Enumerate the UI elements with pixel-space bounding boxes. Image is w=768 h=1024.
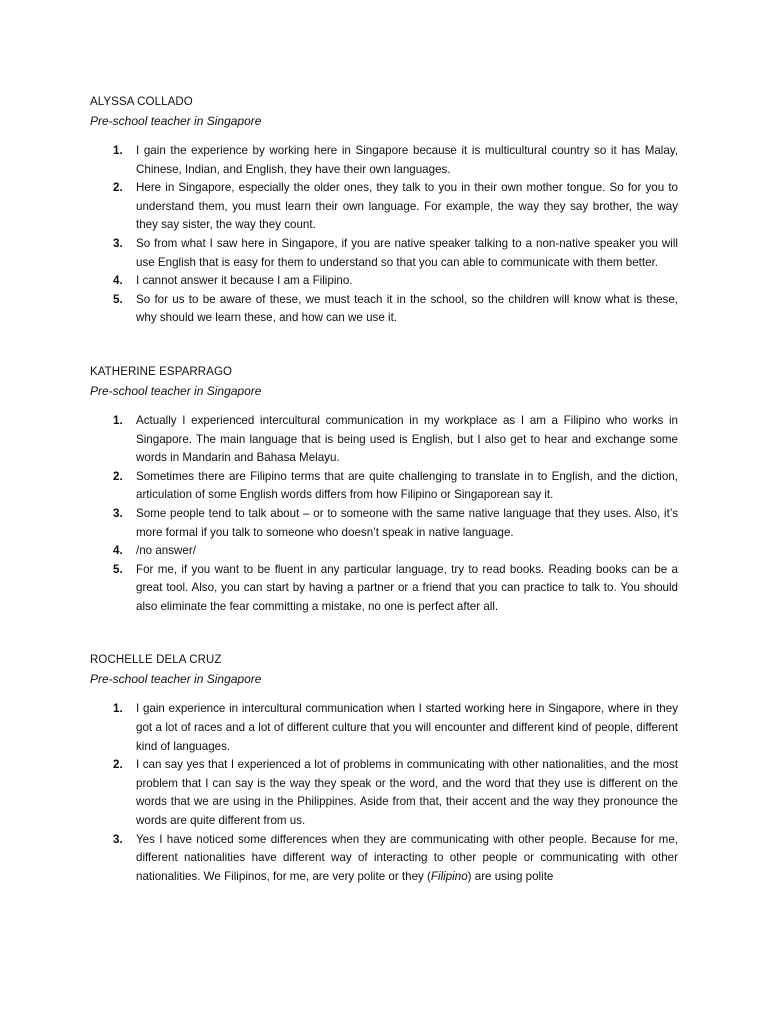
- answer-text: /no answer/: [136, 544, 196, 558]
- answer-number: 3.: [113, 236, 123, 250]
- interviewee-role: Pre-school teacher in Singapore: [90, 383, 262, 398]
- answer-number: 4.: [113, 274, 123, 288]
- answer-item: [113, 756, 678, 830]
- answer-text: Sometimes there are Filipino terms that are quite challenging to translate in to English, and the diction, articulation of some English words differs from how Filipino or Singaporean say it.: [136, 469, 678, 502]
- answer-text: I can say yes that I experienced a lot of problems in communicating with other nationalities, and the most problem that I can say is the way they speak or the word, and the word that they use is different on the words that we are using in the Philippines. Aside from that, their accent and the way they pronounce the words are quite different from us.: [136, 758, 678, 828]
- answer-list: [90, 700, 678, 886]
- interviewee-name: ALYSSA COLLADO: [90, 96, 193, 108]
- answer-text-tail: are using polite: [474, 869, 554, 883]
- answer-number: 3.: [113, 832, 123, 846]
- answer-number: 5.: [113, 562, 123, 576]
- answer-text: So from what I saw here in Singapore, if you are native speaker talking to a non-native speaker you will use English that is easy for them to understand so that you can able to communicate with them better.: [136, 236, 678, 269]
- answer-number: 3.: [113, 506, 123, 520]
- answer-number: 1.: [113, 702, 123, 716]
- interviewee-name: ROCHELLE DELA CRUZ: [90, 654, 222, 667]
- answer-number: 1.: [113, 144, 123, 157]
- answer-number: 1.: [113, 413, 123, 427]
- answer-item: [113, 179, 678, 235]
- answer-item: [113, 542, 678, 561]
- answer-item: [113, 272, 678, 291]
- answer-text: Yes I have noticed some differences when they are communicating with other people. Because for me, different nationalities have different way of interacting to other people or communicating with other nationalities. We Filipinos, for me, are very polite or they: [136, 832, 678, 883]
- answer-item: [113, 700, 678, 756]
- interviewee-role: Pre-school teacher in Singapore: [90, 672, 262, 687]
- interviewee-entry: [90, 94, 678, 328]
- answer-number: 2.: [113, 181, 123, 195]
- answer-text: I gain experience in intercultural communication when I started working here in Singapore, where in they got a lot of races and a lot of different culture that you will encounter and different kind of people, different kind of languages.: [136, 702, 678, 753]
- answer-number: 5.: [113, 292, 123, 306]
- answer-number: 2.: [113, 469, 123, 483]
- answer-item: [113, 235, 678, 272]
- answer-item: [113, 505, 678, 542]
- interviewee-entry: [90, 652, 678, 886]
- answer-text: I gain the experience by working here in Singapore because it is multicultural country so it has Malay, Chinese, Indian, and English, they have their own languages.: [136, 144, 678, 176]
- answer-list: [90, 412, 678, 617]
- answer-item: [113, 291, 678, 328]
- answer-text: For me, if you want to be fluent in any particular language, try to read books. Reading books can be a great tool. Also, you can start by having a partner or a friend that you can practice to talk to. You should also eliminate the fear committing a mistake, no one is perfect after all.: [136, 562, 678, 613]
- answer-item: 3. Yes I have noticed some differences when they are communicating with other people. Because for me, different nationalities have different way of interacting to other people or communicating with other nationalities. We Filipinos, for me, are very polite or they (Filipino) are using polite: [113, 832, 678, 883]
- answer-text: Actually I experienced intercultural communication in my workplace as I am a Filipino who works in Singapore. The main language that is being used is English, but I also get to hear and exchange some words in Mandarin and Bahasa Melayu.: [136, 413, 678, 465]
- interviewee-role: Pre-school teacher in Singapore: [90, 114, 262, 128]
- answer-item: [113, 142, 678, 179]
- answer-text: Some people tend to talk about – or to someone with the same native language that they uses. Also, it’s more formal if you talk to someone who doesn’t speak in native language.: [136, 506, 678, 539]
- answer-number: 2.: [113, 758, 123, 772]
- answer-list: [90, 142, 678, 328]
- interviewee-entry: [90, 364, 678, 617]
- interviewee-name: KATHERINE ESPARRAGO: [90, 365, 233, 378]
- answer-italic-term: Filipino: [430, 869, 468, 883]
- answer-item: [113, 561, 678, 617]
- answer-number: 4.: [113, 544, 123, 558]
- answer-text: I cannot answer it because I am a Filipino.: [136, 274, 353, 288]
- answer-item: [113, 468, 678, 505]
- answer-text: So for us to be aware of these, we must teach it in the school, so the children will know what is these, why should we learn these, and how can we use it.: [136, 292, 678, 325]
- answer-text: Here in Singapore, especially the older ones, they talk to you in their own mother tongue. So for you to understand them, you must learn their own language. For example, the way they say brother, the way they say sister, the way they count.: [136, 181, 678, 232]
- answer-item: [113, 412, 678, 468]
